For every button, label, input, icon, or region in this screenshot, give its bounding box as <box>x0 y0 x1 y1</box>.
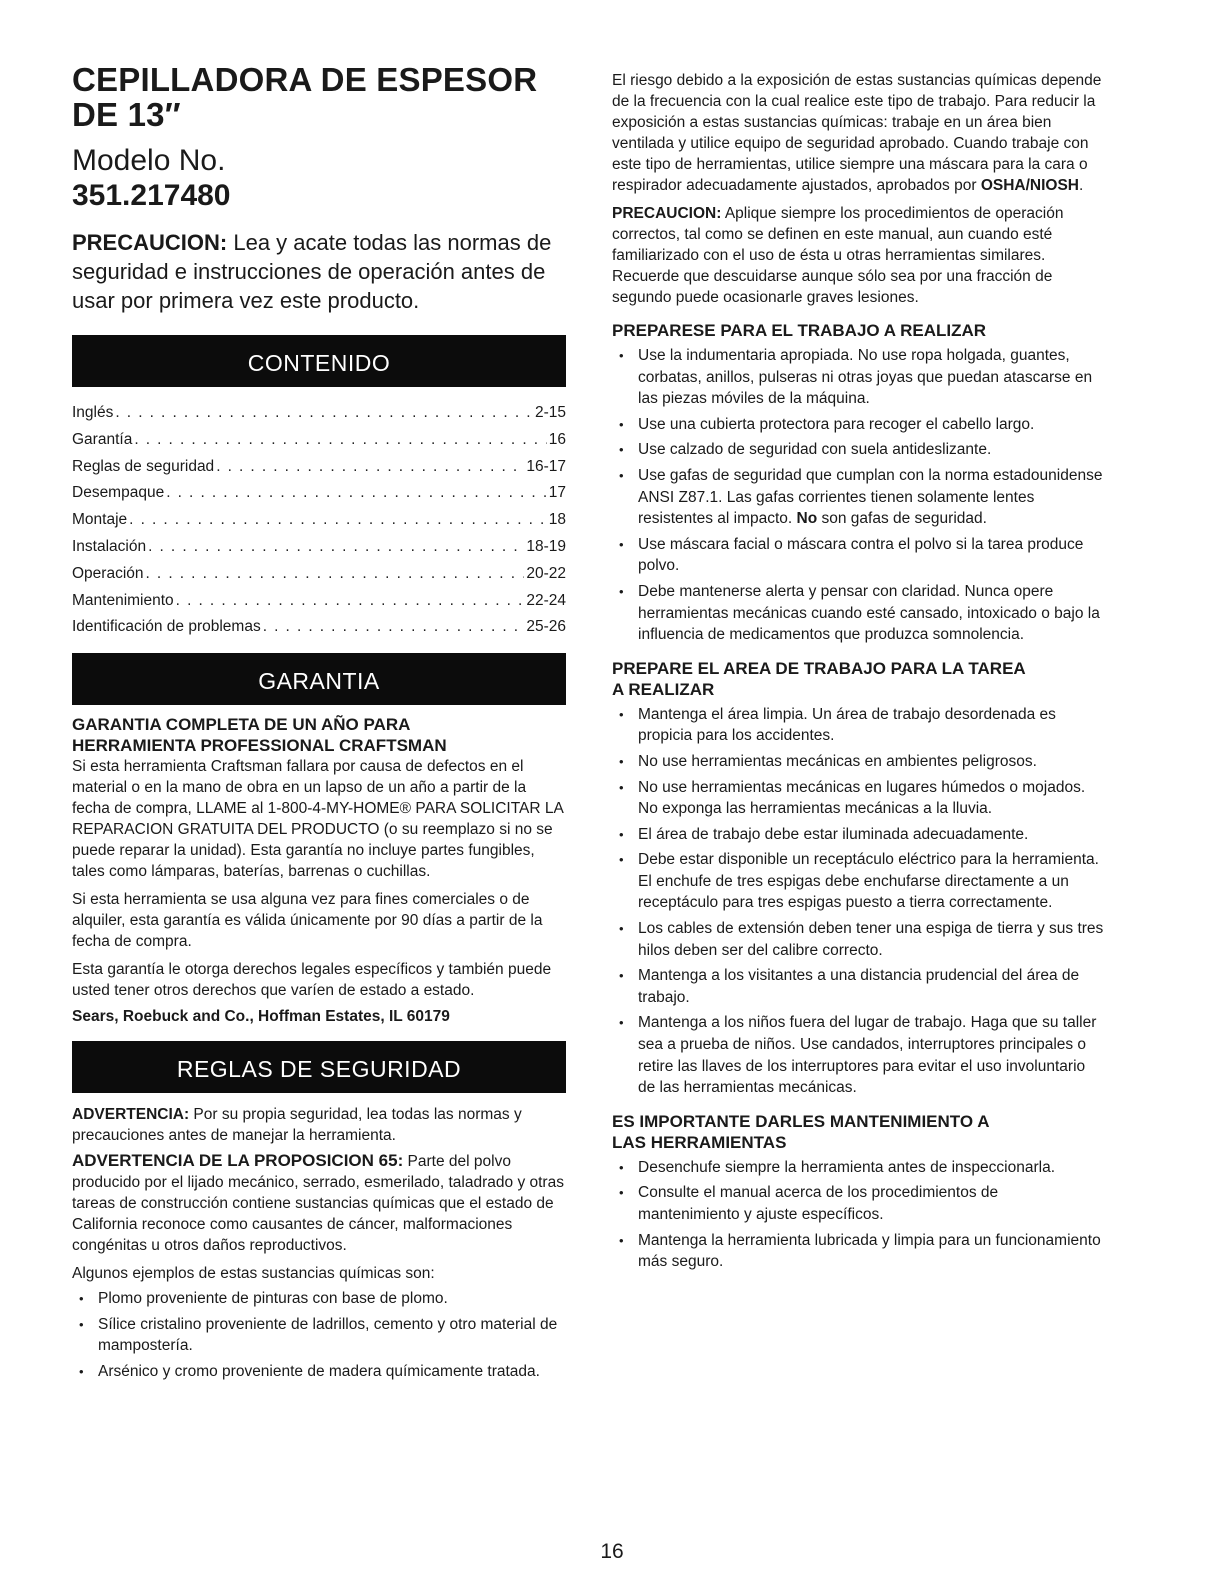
list-item: • Mantenga el área limpia. Un área de trabajo desordenada es propicia para los accidentes. <box>612 704 1104 747</box>
toc-leader <box>166 480 547 507</box>
toc-pages: 2-15 <box>534 404 566 421</box>
toc-leader <box>148 534 524 561</box>
right-column <box>612 70 1104 1273</box>
toc-label: Operación <box>72 564 144 582</box>
toc-row[interactable] <box>72 534 566 561</box>
list-item: • Use la indumentaria apropiada. No use ropa holgada, guantes, corbatas, anillos, pulseras ni otras joyas que puedan atascarse en las piezas móviles de la máquina. <box>612 345 1104 410</box>
list-item: • Consulte el manual acerca de los procedimientos de mantenimiento y ajuste específicos. <box>612 1182 1104 1225</box>
list-item: • Los cables de extensión deben tener una espiga de tierra y sus tres hilos deben ser del calibre correcto. <box>612 918 1104 961</box>
toc-row[interactable] <box>72 480 566 507</box>
document-title <box>72 62 566 132</box>
toc-pages: 18 <box>548 511 566 529</box>
maintenance-list <box>612 1157 1104 1273</box>
toc-row[interactable] <box>72 427 566 454</box>
toc-pages: 25-26 <box>526 618 566 636</box>
list-item <box>612 465 1104 530</box>
toc-label: Garantía <box>72 430 133 448</box>
toc-leader <box>129 507 547 534</box>
goggles-text-end: son gafas de seguridad. <box>817 510 987 528</box>
table-of-contents <box>72 400 566 641</box>
toc-row[interactable] <box>72 561 566 588</box>
toc-leader <box>176 588 525 615</box>
caution-text: Lea y acate todas las normas de seguridad e instrucciones de operación antes de usar por primera vez este producto. <box>72 230 552 313</box>
osha-niosh: OSHA/NIOSH <box>980 177 1079 194</box>
title-line-1: CEPILLADORA DE ESPESOR <box>72 61 538 98</box>
goggles-no: No <box>796 510 818 528</box>
prepare-area-heading <box>612 658 1104 700</box>
list-item: • Debe estar disponible un receptáculo eléctrico para la herramienta. El enchufe de tres espigas debe enchufarse directamente a un receptáculo para tres espigas puesto a tierra correctamente. <box>612 849 1104 914</box>
list-item: • Sílice cristalino proveniente de ladrillos, cemento y otro material de mampostería. <box>72 1314 566 1357</box>
prepare-work-list <box>612 345 1104 646</box>
risk-text-end: . <box>1079 177 1084 194</box>
prepare-area-list <box>612 704 1104 1099</box>
safety-rules-header: REGLAS DE SEGURIDAD <box>72 1041 566 1093</box>
toc-label: Inglés <box>72 404 114 421</box>
warranty-title-line-2: HERRAMIENTA PROFESSIONAL CRAFTSMAN <box>72 736 447 756</box>
prop65-label: ADVERTENCIA DE LA PROPOSICION 65: <box>72 1151 404 1171</box>
warning-text: Por su propia seguridad, lea todas las normas y precauciones antes de manejar la herramienta. <box>72 1106 522 1145</box>
list-item: • Use máscara facial o máscara contra el polvo si la tarea produce polvo. <box>612 534 1104 577</box>
maintenance-heading <box>612 1111 1104 1153</box>
precaution-text: Aplique siempre los procedimientos de operación correctos, tal como se definen en este manual, aun cuando esté familiarizado con el uso de ésta u otras herramientas similares. Recuerde que descuidarse aunque sólo sea por una fracción de segundo puede ocasionarle graves lesiones. <box>612 205 1064 306</box>
toc-row[interactable] <box>72 507 566 534</box>
toc-leader <box>263 614 525 641</box>
list-item: • Mantenga a los niños fuera del lugar de trabajo. Haga que su taller sea a prueba de niños. Use candados, interruptores principales o retire las llaves de los interruptores para evitar el uso involuntario de las herramientas mecánicas. <box>612 1012 1104 1098</box>
warning-notice <box>72 1104 566 1146</box>
toc-row[interactable] <box>72 614 566 641</box>
chemicals-intro: Algunos ejemplos de estas sustancias químicas son: <box>72 1265 435 1283</box>
toc-row[interactable] <box>72 454 566 481</box>
toc-pages: 16-17 <box>526 457 566 475</box>
goggles-text: Use gafas de seguridad que cumplan con la norma estadounidense ANSI Z87.1. Las gafas corrientes tienen solamente lentes resistentes al impacto. <box>638 466 1103 528</box>
toc-label: Montaje <box>72 511 128 529</box>
toc-label: Identificación de problemas <box>72 618 261 636</box>
warranty-paragraph: Si esta herramienta Craftsman fallara por causa de defectos en el material o en la mano de obra en un lapso de un año a partir de la fecha de compra, LLAME al 1-800-4-MY-HOME® PARA SOLICITAR LA REPARACION GRATUITA DEL PRODUCTO (o su reemplazo si no se puede reparar la unidad). Esta garantía no incluye partes fungibles, tales como lámparas, baterías, barrenas o cuchillas. <box>72 758 563 881</box>
warning-label: ADVERTENCIA: <box>72 1106 190 1124</box>
maintenance-heading-line-2: LAS HERRAMIENTAS <box>612 1132 787 1152</box>
warranty-title-line-1: GARANTIA COMPLETA DE UN AÑO PARA <box>72 715 411 735</box>
title-line-2: DE 13″ <box>72 96 181 133</box>
toc-pages: 17 <box>548 484 566 502</box>
toc-pages: 20-22 <box>526 564 566 582</box>
list-item: • El área de trabajo debe estar iluminada adecuadamente. <box>612 824 1104 846</box>
prepare-area-heading-line-2: A REALIZAR <box>612 679 715 699</box>
maintenance-heading-line-1: ES IMPORTANTE DARLES MANTENIMIENTO A <box>612 1111 990 1131</box>
toc-leader <box>134 427 546 454</box>
toc-label: Reglas de seguridad <box>72 457 215 475</box>
warranty-header: GARANTIA <box>72 653 566 705</box>
list-item: • Mantenga la herramienta lubricada y limpia para un funcionamiento más seguro. <box>612 1230 1104 1273</box>
toc-leader <box>115 400 533 427</box>
list-item: • Use calzado de seguridad con suela antideslizante. <box>612 439 1104 461</box>
list-item: • Debe mantenerse alerta y pensar con claridad. Nunca opere herramientas mecánicas cuando esté cansado, intoxicado o bajo la influencia de medicamentos que produzca somnolencia. <box>612 581 1104 646</box>
precaution-label: PRECAUCION: <box>612 205 722 222</box>
caution-label: PRECAUCION: <box>72 230 228 255</box>
prepare-area-heading-line-1: PREPARE EL AREA DE TRABAJO PARA LA TAREA <box>612 658 1026 678</box>
toc-label: Instalación <box>72 537 147 555</box>
toc-pages: 18-19 <box>526 537 566 555</box>
left-column <box>72 62 566 1383</box>
toc-row[interactable] <box>72 400 566 427</box>
contents-header: CONTENIDO <box>72 335 566 387</box>
warranty-paragraph: Si esta herramienta se usa alguna vez para fines comerciales o de alquiler, esta garantía es válida únicamente por 90 días a partir de la fecha de compra. <box>72 891 543 951</box>
risk-paragraph <box>612 70 1104 196</box>
prop65-text: Parte del polvo producido por el lijado mecánico, serrado, esmerilado, taladrado y otras tareas de construcción contiene sustancias químicas que el estado de California reconoce como causantes de cáncer, malformaciones congénitas u otros daños reproductivos. <box>72 1153 564 1255</box>
toc-leader <box>216 454 524 481</box>
list-item: • Use una cubierta protectora para recoger el cabello largo. <box>612 414 1104 436</box>
list-item: • Desenchufe siempre la herramienta antes de inspeccionarla. <box>612 1157 1104 1179</box>
page-number: 16 <box>600 1540 624 1563</box>
chemicals-list <box>72 1288 566 1382</box>
precaution-paragraph <box>612 203 1104 308</box>
list-item: • No use herramientas mecánicas en lugares húmedos o mojados. No exponga las herramientas mecánicas a la lluvia. <box>612 777 1104 820</box>
warranty-title <box>72 714 566 756</box>
caution-notice <box>72 228 566 315</box>
toc-pages: 16 <box>548 430 566 448</box>
toc-leader <box>146 561 525 588</box>
prop65-warning <box>72 1150 566 1256</box>
risk-text: El riesgo debido a la exposición de estas sustancias químicas depende de la frecuencia con la cual realice este tipo de trabajo. Para reducir la exposición a estas sustancias químicas: trabaje en un área bien ventilada y utilice equipo de seguridad aprobado. Cuando trabaje con este tipo de herramientas, utilice siempre una máscara para la cara o respirador adecuadamente ajustados, aprobados por <box>612 72 1102 194</box>
list-item: • No use herramientas mecánicas en ambientes peligrosos. <box>612 751 1104 773</box>
toc-label: Desempaque <box>72 484 165 502</box>
prepare-work-heading: PREPARESE PARA EL TRABAJO A REALIZAR <box>612 321 987 340</box>
toc-label: Mantenimiento <box>72 591 174 609</box>
list-item: • Mantenga a los visitantes a una distancia prudencial del área de trabajo. <box>612 965 1104 1008</box>
list-item: • Arsénico y cromo proveniente de madera químicamente tratada. <box>72 1361 566 1383</box>
model-number: 351.217480 <box>72 179 231 212</box>
model-label: Modelo No. <box>72 144 226 177</box>
warranty-paragraph: Esta garantía le otorga derechos legales específicos y también puede usted tener otros derechos que varíen de estado a estado. <box>72 961 552 1000</box>
list-item: • Plomo proveniente de pinturas con base de plomo. <box>72 1288 566 1310</box>
toc-row[interactable] <box>72 588 566 615</box>
toc-pages: 22-24 <box>526 591 566 609</box>
warranty-company: Sears, Roebuck and Co., Hoffman Estates, IL 60179 <box>72 1008 450 1026</box>
